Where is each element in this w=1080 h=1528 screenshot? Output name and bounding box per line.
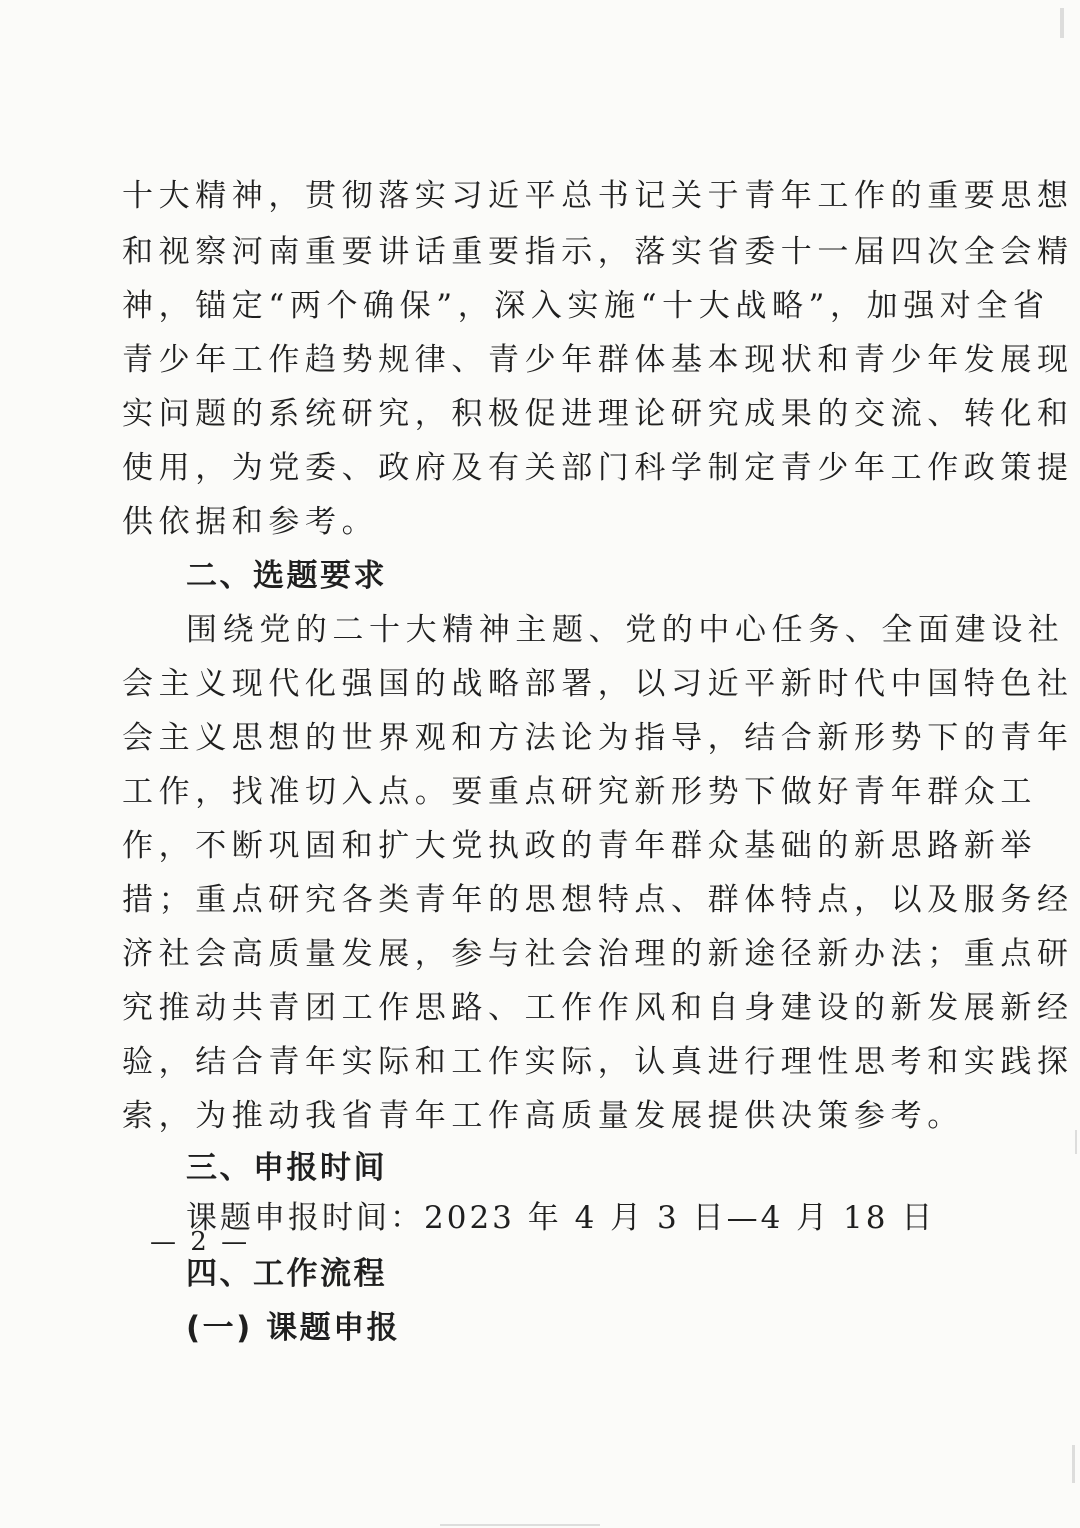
paragraph-line: 使用，为党委、政府及有关部门科学制定青少年工作政策提 (122, 450, 1074, 486)
paragraph-line: 供依据和参考。 (122, 504, 379, 540)
paragraph-line: 实问题的系统研究，积极促进理论研究成果的交流、转化和 (122, 396, 1074, 432)
paragraph-line: 青少年工作趋势规律、青少年群体基本现状和青少年发展现 (122, 342, 1074, 378)
scan-artifact (1075, 1130, 1077, 1154)
paragraph-line: 围绕党的二十大精神主题、党的中心任务、全面建设社 (186, 612, 1065, 648)
scan-artifact (1060, 8, 1064, 38)
paragraph-line: 验，结合青年实际和工作实际，认真进行理性思考和实践探 (122, 1044, 1074, 1080)
paragraph-line: 济社会高质量发展，参与社会治理的新途径新办法；重点研 (122, 936, 1074, 972)
paragraph-line: 作，不断巩固和扩大党执政的青年群众基础的新思路新举 (122, 828, 1037, 864)
paragraph-line: 十大精神，贯彻落实习近平总书记关于青年工作的重要思想 (122, 178, 1074, 214)
scan-artifact (440, 1524, 600, 1526)
section-heading: 二、选题要求 (186, 558, 387, 594)
paragraph-line: 措；重点研究各类青年的思想特点、群体特点，以及服务经 (122, 882, 1074, 918)
scan-artifact (1072, 1445, 1075, 1483)
paragraph-line: 会主义思想的世界观和方法论为指导，结合新形势下的青年 (122, 720, 1074, 756)
subsection-heading: (一) 课题申报 (186, 1310, 401, 1346)
paragraph-line: 究推动共青团工作思路、工作作风和自身建设的新发展新经 (122, 990, 1074, 1026)
paragraph-line: 和视察河南重要讲话重要指示，落实省委十一届四次全会精 (122, 234, 1074, 270)
paragraph-line: 会主义现代化强国的战略部署，以习近平新时代中国特色社 (122, 666, 1074, 702)
declaration-time: 课题申报时间：2023 年 4 月 3 日—4 月 18 日 (186, 1200, 936, 1236)
section-heading: 三、申报时间 (186, 1150, 387, 1186)
section-heading: 四、工作流程 (186, 1256, 387, 1292)
page-number: — 2 — (150, 1227, 251, 1257)
paragraph-line: 工作，找准切入点。要重点研究新形势下做好青年群众工 (122, 774, 1037, 810)
paragraph-line: 索，为推动我省青年工作高质量发展提供决策参考。 (122, 1098, 964, 1134)
paragraph-line: 神，锚定“两个确保”，深入实施“十大战略”，加强对全省 (122, 288, 1050, 324)
